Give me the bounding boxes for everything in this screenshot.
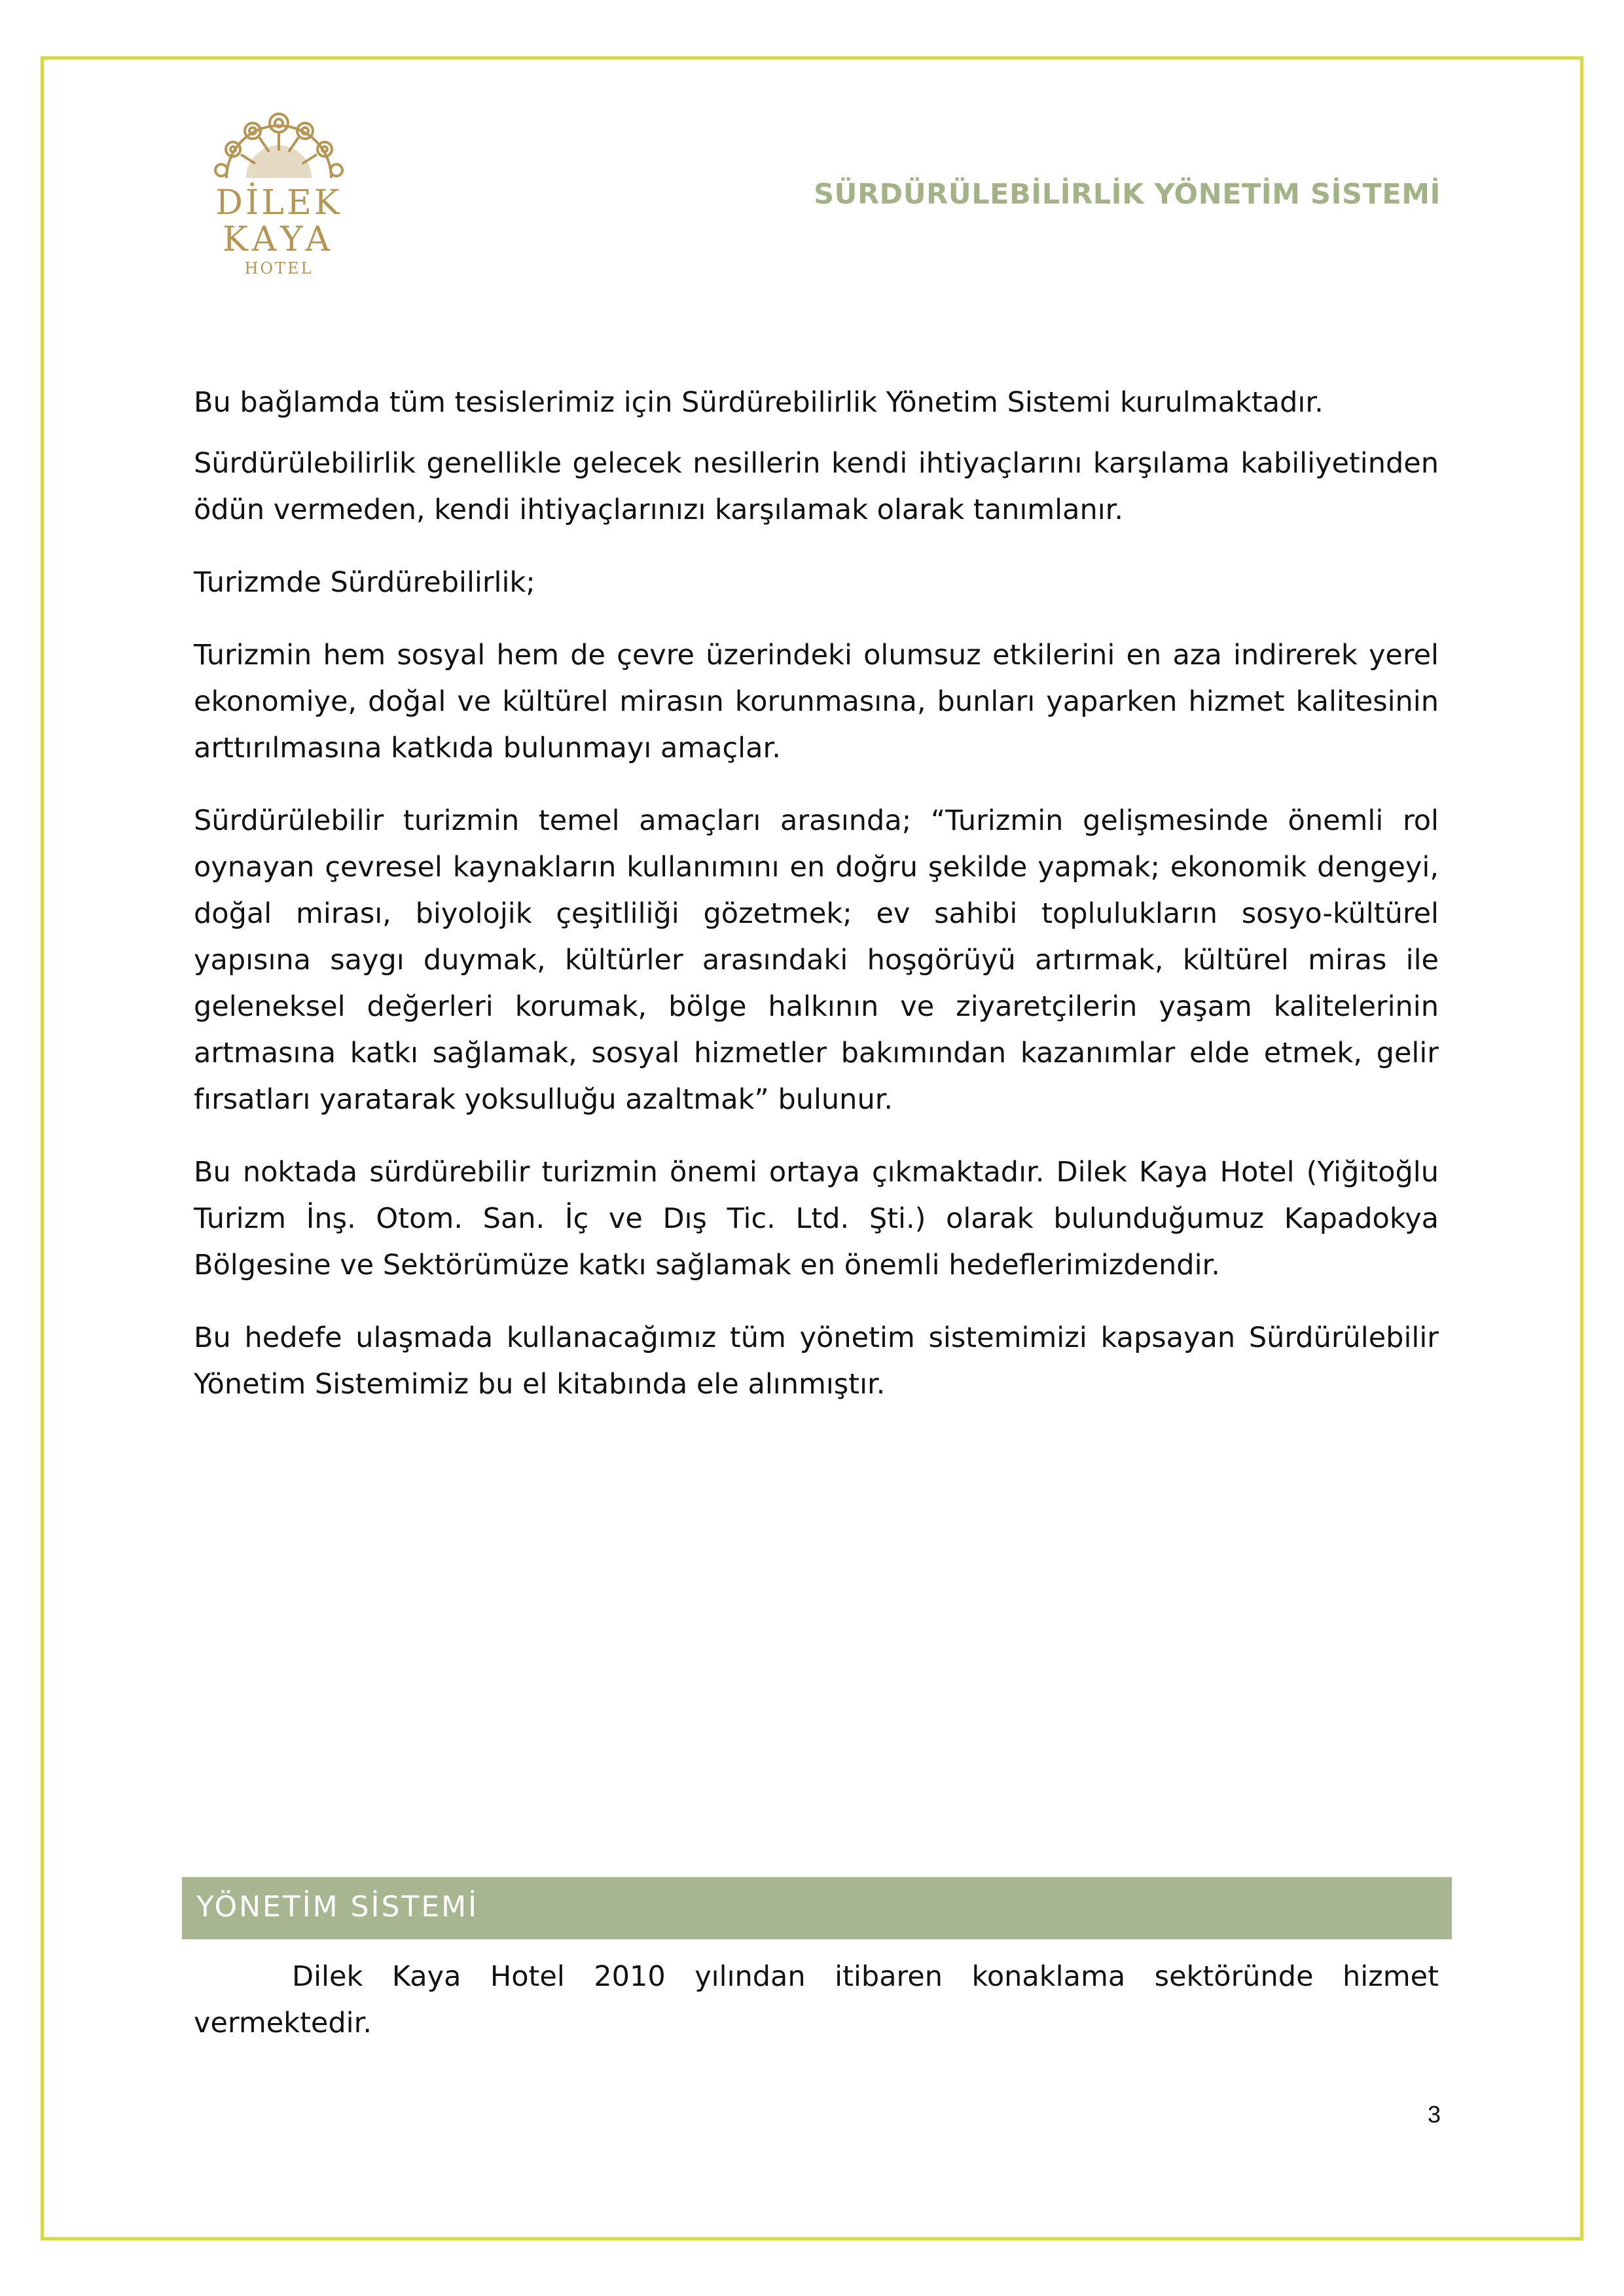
page-header-title: SÜRDÜRÜLEBİLİRLİK YÖNETİM SİSTEMİ [814,178,1441,211]
paragraph-definition: Sürdürülebilirlik genellikle gelecek nesillerin kendi ihtiyaçlarını karşılama kabiliyetinden ödün vermeden, kendi ihtiyaçlarınızı karşılamak olarak tanımlanır. [194,447,1439,526]
paragraph-tourism-heading: Turizmde Sürdürebilirlik; [194,566,535,599]
logo-name-line3: HOTEL [244,259,314,278]
paragraph-sustainable-aims: Sürdürülebilir turizmin temel amaçları arasında; “Turizmin gelişmesinde önemli rol oynayan çevresel kaynakların kullanımını en doğru şekilde yapmak; ekonomik dengeyi, doğal mirası, biyolojik çeşitliliği gözetmek; ev sahibi toplulukların sosyo-kültürel yapısına saygı duymak, kültürler arasındaki hoşgörüyü artırmak, kültürel miras ile geleneksel değerleri korumak, bölge halkının ve ziyaretçilerin yaşam kalitelerinin artmasına katkı sağlamak, sosyal hizmetler bakımından kazanımlar elde etmek, gelir fırsatları yaratarak yoksulluğu azaltmak” bulunur. [194,804,1439,1116]
paragraph-importance: Bu noktada sürdürebilir turizmin önemi ortaya çıkmaktadır. Dilek Kaya Hotel (Yiğitoğlu Turizm İnş. Otom. San. İç ve Dış Tic. Ltd. Şti.) olarak bulunduğumuz Kapadokya Bölgesine ve Sektörümüze katkı sağlamak en önemli hedeflerimizdendir. [194,1156,1439,1282]
main-content [194,380,1439,1434]
logo-name-line1: DİLEK [215,183,342,223]
sun-ornament-icon [207,105,351,183]
section-heading-bar [182,1877,1452,1939]
section-heading-title: YÖNETİM SİSTEMİ [196,1890,479,1924]
paragraph-intro: Bu bağlamda tüm tesislerimiz için Sürdürebilirlik Yönetim Sistemi kurulmaktadır. [194,386,1324,419]
logo-name-line2: KAYA [222,220,336,259]
page-number: 3 [1427,2101,1441,2128]
paragraph-handbook: Bu hedefe ulaşmada kullanacağımız tüm yönetim sistemimizi kapsayan Sürdürülebilir Yönetim Sistemimiz bu el kitabında ele alınmıştır. [194,1321,1439,1401]
paragraph-tourism-goal: Turizmin hem sosyal hem de çevre üzerindeki olumsuz etkilerini en aza indirerek yerel ekonomiye, doğal ve kültürel mirasın korunmasına, bunları yaparken hizmet kalitesinin arttırılmasına katkıda bulunmayı amaçlar. [194,639,1439,764]
hotel-logo [194,105,364,281]
section-paragraph: Dilek Kaya Hotel 2010 yılından itibaren konaklama sektöründe hizmet vermektedir. [194,1960,1439,2039]
